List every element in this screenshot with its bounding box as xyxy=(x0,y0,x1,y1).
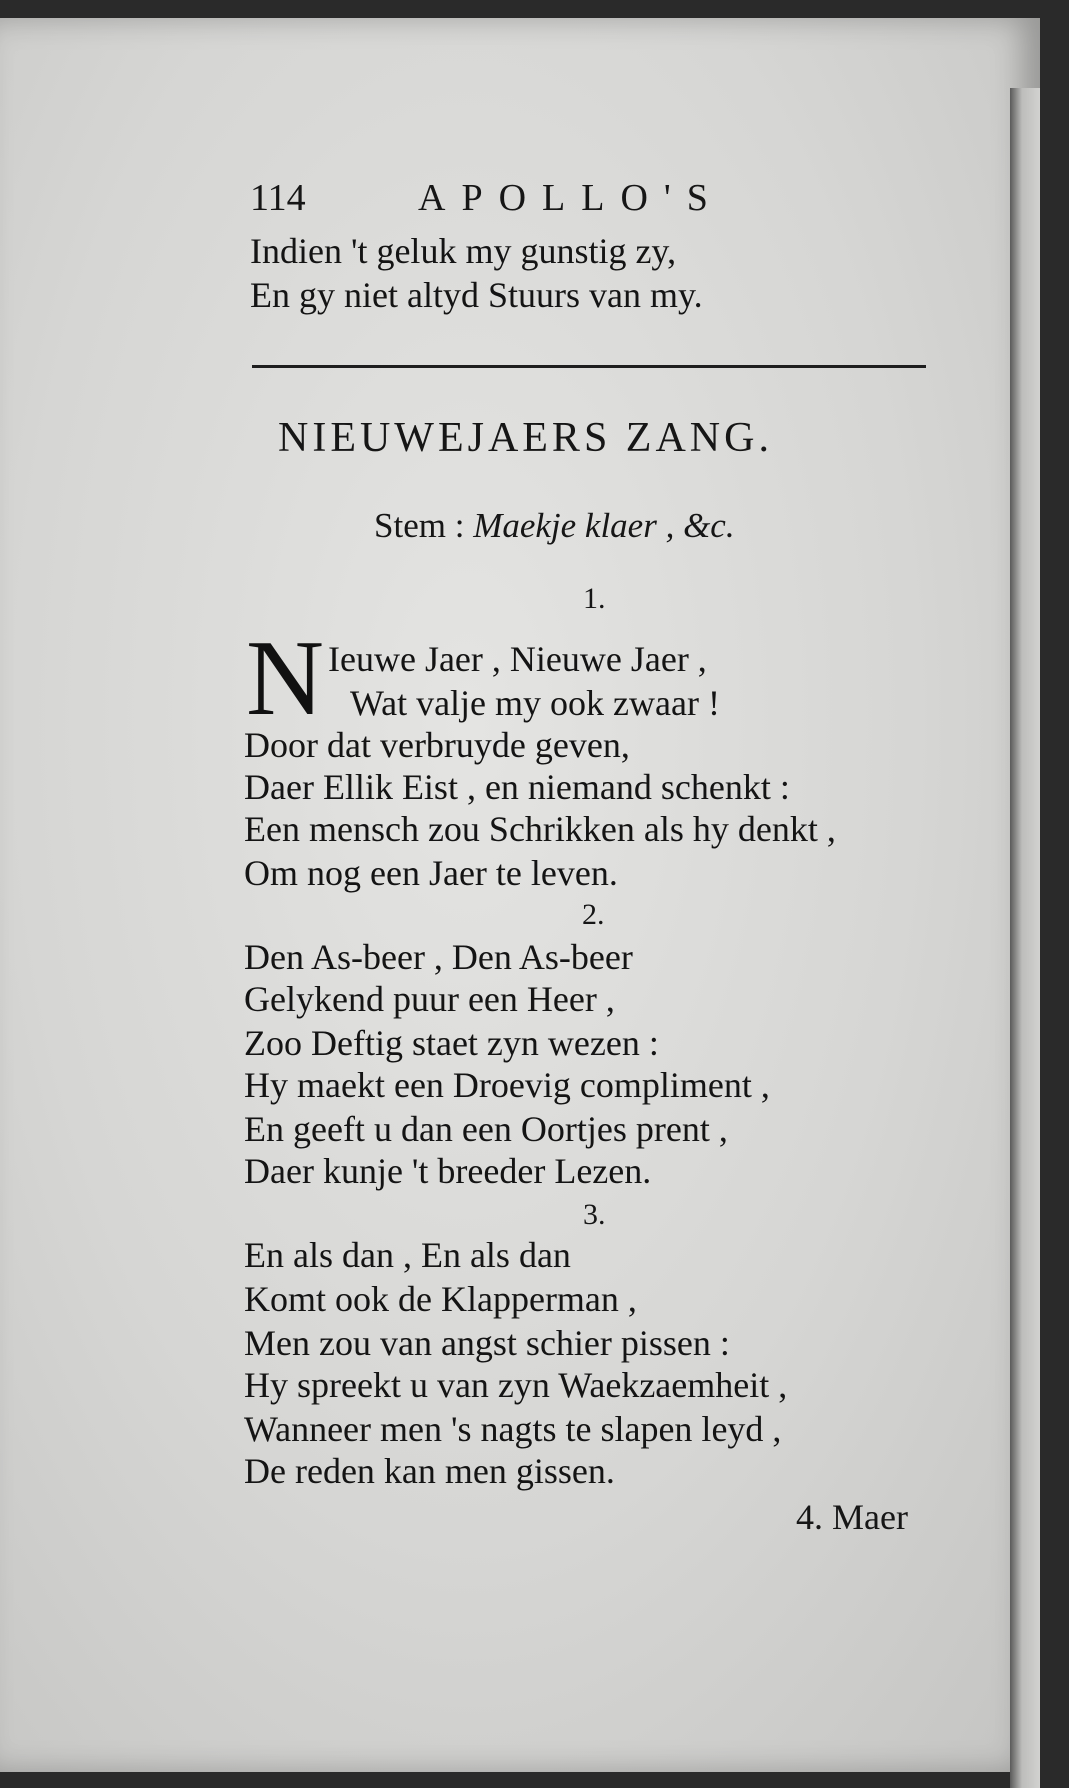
drop-cap: N xyxy=(246,619,324,738)
page-edge xyxy=(1010,88,1040,1788)
verse-line: De reden kan men gissen. xyxy=(244,1451,615,1491)
verse-line: Komt ook de Klapperman , xyxy=(244,1279,637,1319)
verse-line: Ieuwe Jaer , Nieuwe Jaer , xyxy=(328,639,707,679)
verse-line: Hy maekt een Droevig compliment , xyxy=(244,1065,770,1105)
page-number: 114 xyxy=(250,177,306,219)
verse-line: Zoo Deftig staet zyn wezen : xyxy=(244,1023,659,1063)
verse-line: En als dan , En als dan xyxy=(244,1235,571,1275)
verse-line: Wat valje my ook zwaar ! xyxy=(350,683,720,723)
verse-number: 3. xyxy=(583,1198,606,1231)
verse-line: Den As-beer , Den As-beer xyxy=(244,937,633,977)
verse-line: Daer kunje 't breeder Lezen. xyxy=(244,1151,652,1191)
verse-line: Hy spreekt u van zyn Waekzaemheit , xyxy=(244,1365,788,1405)
verse-line: Door dat verbruyde geven, xyxy=(244,725,630,765)
verse-line: Wanneer men 's nagts te slapen leyd , xyxy=(244,1409,782,1449)
intro-line-2: En gy niet altyd Stuurs van my. xyxy=(250,275,703,315)
verse-number: 2. xyxy=(582,898,605,931)
song-title: NIEUWEJAERS ZANG. xyxy=(278,415,773,461)
tune-indication xyxy=(374,506,735,546)
catchword: 4. Maer xyxy=(796,1497,908,1537)
verse-line: Gelykend puur een Heer , xyxy=(244,979,615,1019)
verse-line: En geeft u dan een Oortjes prent , xyxy=(244,1109,728,1149)
intro-line-1: Indien 't geluk my gunstig zy, xyxy=(250,231,677,271)
verse-number: 1. xyxy=(583,582,606,615)
verse-line: Men zou van angst schier pissen : xyxy=(244,1323,730,1363)
stem-label: Stem : xyxy=(374,506,465,545)
verse-line: Om nog een Jaer te leven. xyxy=(244,853,618,893)
stem-tune: Maekje klaer , &c. xyxy=(473,506,735,545)
section-divider xyxy=(252,365,926,368)
verse-line: Een mensch zou Schrikken als hy denkt , xyxy=(244,809,836,849)
running-title: APOLLO'S xyxy=(418,177,724,219)
verse-line: Daer Ellik Eist , en niemand schenkt : xyxy=(244,767,790,807)
book-page xyxy=(0,18,1040,1772)
